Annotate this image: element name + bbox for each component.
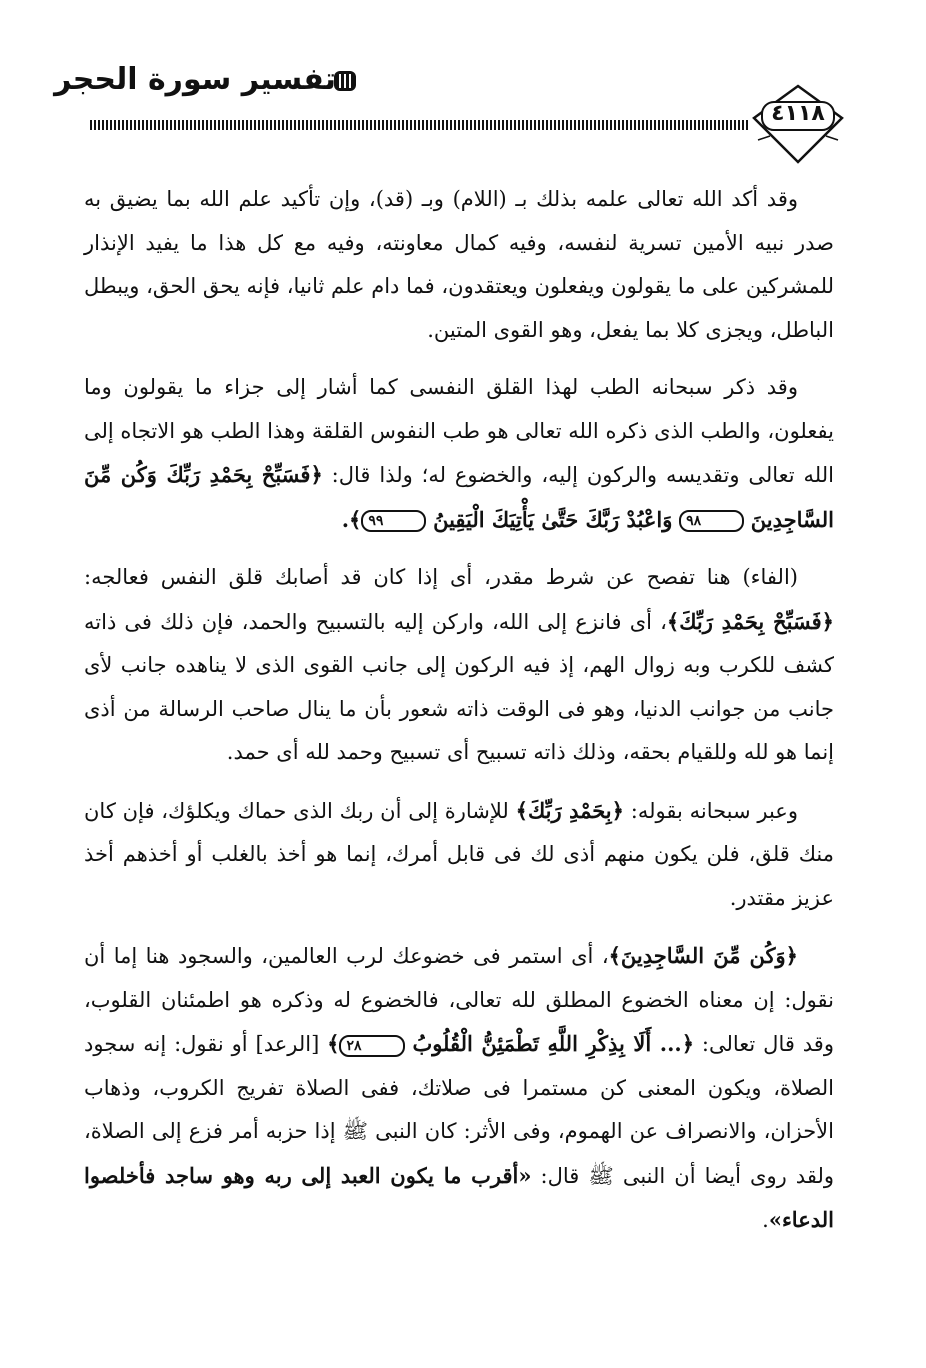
ayah-number: ٩٩ <box>361 510 426 532</box>
page-number: ٤١١٨ <box>771 101 825 126</box>
paragraph-4 <box>84 789 834 921</box>
paragraph-text: . <box>762 1208 769 1232</box>
quran-verse: ﴿وَكُن مِّنَ السَّاجِدِينَ﴾ <box>608 943 798 968</box>
paragraph-2 <box>84 366 834 542</box>
paragraph-5 <box>84 934 834 1243</box>
quran-verse: ﴿... أَلَا بِذِكْرِ اللَّهِ تَطْمَئِنُّ الْقُلُوبُ <box>412 1031 695 1056</box>
header-rule <box>90 120 750 130</box>
paragraph-text: ، أى استمر فى خضوعك لرب العالمين، والسجود هنا إما أن نقول: إن معناه الخضوع المطلق لله تعالى، فالخضوع له وذكره هو اطمئنان القلوب، وقد قال تعالى: <box>84 944 834 1056</box>
paragraph-3 <box>84 556 834 775</box>
hadith-quote: «أقرب ما يكون العبد إلى ربه وهو ساجد فأخلصوا الدعاء» <box>84 1162 834 1232</box>
quran-verse: ﴿بِحَمْدِ رَبِّكَ﴾ <box>515 797 624 823</box>
quran-verse: ﴿فَسَبِّحْ بِحَمْدِ رَبِّكَ وَكُن مِّنَ السَّاجِدِينَ <box>84 462 834 532</box>
paragraph-text: (الفاء) هنا تفصح عن شرط مقدر، أى إذا كان قد أصابك قلق النفس فعالجه: <box>84 565 798 589</box>
paragraph-1 <box>84 178 834 352</box>
paragraph-text: وقد أكد الله تعالى علمه بذلك بـ (اللام) وبـ (قد)، وإن تأكيد علم الله بما يضيق به صدر نبيه الأمين تسرية لنفسه، وفيه كمال معاونته، وفيه مع كل هذا ما يفيد الإنذار للمشركين على ما يقولون ويفعلون ويعتقدون، فما دام علم ثانيا، فإنه يحق الحق، ويبطل الباطل، ويجزى كلا بما يفعل، وهو القوى المتين. <box>84 187 834 342</box>
ayah-number: ٢٨ <box>339 1035 404 1057</box>
quran-bracket: ﴾. <box>341 506 362 532</box>
page-header <box>0 0 926 170</box>
quran-bracket: ﴾ <box>327 1031 340 1056</box>
ayah-number: ٩٨ <box>679 510 744 532</box>
paragraph-text: ، أى فانزع إلى الله، واركن إليه بالتسبيح والحمد، فإن ذلك فى ذاته كشف للكرب وبه زوال الهم، إذ فيه الركون إلى جانب القوى الذى لا يناهده جانب لأى جانب من جوانب الدنيا، وهو فى الوقت ذاته شعور بأن ما ينال صاحب الرسالة من أذى إنما هو لله وللقيام بحقه، وذلك ذاته تسبيح أى تسبيح وحمد لله أى حمد. <box>84 609 834 764</box>
quran-verse: ﴿فَسَبِّحْ بِحَمْدِ رَبِّكَ﴾ <box>666 608 834 634</box>
quran-verse: وَاعْبُدْ رَبَّكَ حَتَّىٰ يَأْتِيَكَ الْيَقِينُ <box>433 506 673 532</box>
paragraph-text: وقد ذكر سبحانه الطب لهذا القلق النفسى كما أشار إلى جزاء ما يقولون وما يفعلون، والطب الذى ذكره الله تعالى هو طب النفوس القلقة وهذا الطب هو الاتجاه إلى الله تعالى وتقديسه والركون إليه، والخضوع له؛ ولذا قال: <box>84 375 834 487</box>
paragraph-text: للإشارة إلى أن ربك الذى حماك ويكلؤك، فإن كان منك قلق، فلن يكون منهم أذى لك فى قابل أمرك، إنما هو أخذ بالغلب أو أخذهم أخذ عزيز مقتدر. <box>84 798 834 910</box>
page-body <box>84 178 834 1257</box>
paragraph-text: [الرعد] أو نقول: إنه سجود الصلاة، ويكون المعنى كن مستمرا فى صلاتك، ففى الصلاة تفريج الكروب، وذهاب الأحزان، والانصراف عن الهموم، وفى الأثر: كان النبى ﷺ إذا حزبه أمر فزع إلى الصلاة، ولقد روى أيضا أن النبى ﷺ قال: <box>84 1032 834 1188</box>
surah-title: تفسير سورة الحجر <box>54 62 336 97</box>
paragraph-text: وعبر سبحانه بقوله: <box>623 798 798 823</box>
